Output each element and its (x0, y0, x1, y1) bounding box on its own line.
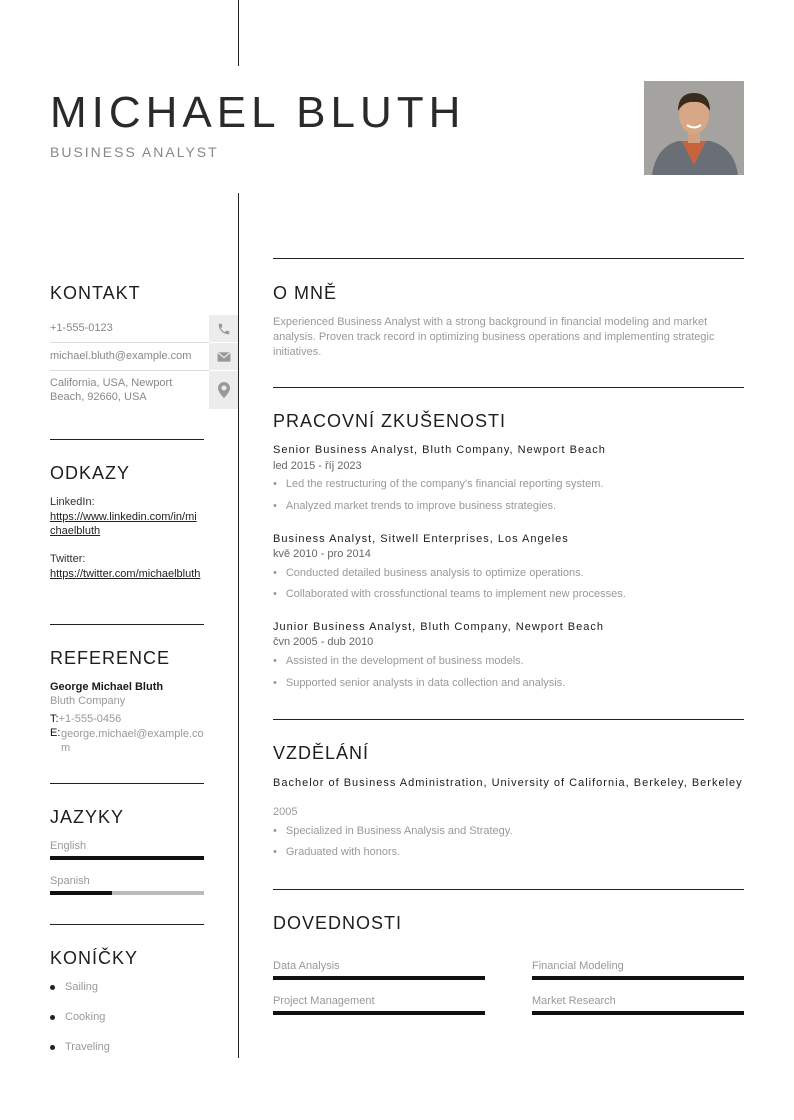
hobby-label: Sailing (65, 981, 99, 993)
sidebar-section-divider (50, 624, 204, 625)
job-dates: kvě 2010 - pro 2014 (273, 548, 371, 560)
candidate-title: BUSINESS ANALYST (50, 144, 219, 160)
job-dates: led 2015 - říj 2023 (273, 460, 362, 472)
bullet-dot-icon (50, 1015, 55, 1020)
job-title: Senior Business Analyst, Bluth Company, Newport Beach (273, 444, 606, 456)
reference-name: George Michael Bluth (50, 681, 164, 693)
contact-phone[interactable]: +1-555-0123 (50, 322, 113, 334)
contact-email[interactable]: michael.bluth@example.com (50, 350, 192, 362)
mail-icon (209, 343, 238, 370)
job-bullet: • Led the restructuring of the company's financial reporting system. (273, 478, 603, 490)
education-heading: VZDĚLÁNÍ (273, 743, 370, 763)
skill-label: Financial Modeling (532, 960, 624, 972)
skill-level-bar (273, 976, 485, 980)
job-title: Junior Business Analyst, Bluth Company, Newport Beach (273, 621, 604, 633)
language-level-bar (50, 856, 204, 860)
linkedin-link[interactable]: https://www.linkedin.com/in/michaelbluth (50, 511, 197, 537)
skill-level-bar (532, 1011, 744, 1015)
language-name: Spanish (50, 875, 90, 887)
about-heading: O MNĚ (273, 283, 338, 303)
reference-phone-label: T: (50, 713, 59, 725)
hobby-label: Cooking (65, 1011, 106, 1023)
job-title: Business Analyst, Sitwell Enterprises, Los Angeles (273, 533, 569, 545)
job-dates: čvn 2005 - dub 2010 (273, 636, 374, 648)
location-pin-icon (209, 371, 238, 409)
contact-heading: KONTAKT (50, 283, 141, 303)
reference-email[interactable]: george.michael@example.com (61, 728, 204, 754)
reference-heading: REFERENCE (50, 648, 171, 668)
hobby-label: Traveling (65, 1041, 110, 1053)
language-name: English (50, 840, 87, 852)
skill-level-bar (532, 976, 744, 980)
top-divider-line (238, 0, 239, 66)
candidate-name: MICHAEL BLUTH (50, 88, 466, 137)
main-section-divider (273, 889, 744, 890)
main-section-divider (273, 258, 744, 259)
main-section-divider (273, 387, 744, 388)
bullet-dot-icon (50, 985, 55, 990)
contact-address: California, USA, Newport Beach, 92660, USA (50, 377, 173, 403)
skill-label: Data Analysis (273, 960, 340, 972)
job-bullet: • Supported senior analysts in data collection and analysis. (273, 677, 565, 689)
bullet-dot-icon (50, 1045, 55, 1050)
language-level-fill (50, 856, 204, 860)
portrait-image (644, 81, 744, 175)
reference-phone-row (50, 713, 121, 725)
phone-icon (209, 315, 238, 342)
language-level-fill (50, 891, 112, 895)
sidebar-section-divider (50, 783, 204, 784)
job-bullet: • Collaborated with crossfunctional teams to implement new processes. (273, 588, 626, 600)
hobbies-heading: KONÍČKY (50, 948, 139, 968)
language-level-bar (50, 891, 204, 895)
education-bullet: • Graduated with honors. (273, 846, 400, 858)
skill-level-bar (273, 1011, 485, 1015)
languages-heading: JAZYKY (50, 807, 125, 827)
hobby-item (50, 1041, 110, 1053)
sidebar-section-divider (50, 924, 204, 925)
twitter-label: Twitter: (50, 553, 86, 565)
education-degree: Bachelor of Business Administration, University of California, Berkeley, Berkeley (273, 777, 743, 789)
links-heading: ODKAZY (50, 463, 131, 483)
skill-label: Project Management (273, 995, 375, 1007)
twitter-link[interactable]: https://twitter.com/michaelbluth (50, 568, 201, 580)
skills-heading: DOVEDNOSTI (273, 913, 403, 933)
sidebar-divider-line (238, 193, 239, 1058)
about-text: Experienced Business Analyst with a strong background in financial modeling and market analysis. Proven track record in optimizing business operations and implementing strategic initiatives. (273, 316, 715, 358)
experience-heading: PRACOVNÍ ZKUŠENOSTI (273, 411, 507, 431)
reference-phone[interactable]: +1-555-0456 (58, 713, 122, 725)
linkedin-label: LinkedIn: (50, 496, 95, 508)
reference-company: Bluth Company (50, 695, 126, 707)
sidebar-section-divider (50, 439, 204, 440)
reference-email-label: E: (50, 727, 61, 739)
job-bullet: • Assisted in the development of business models. (273, 655, 524, 667)
hobby-item (50, 1011, 105, 1023)
education-bullet: • Specialized in Business Analysis and Strategy. (273, 825, 513, 837)
education-year: 2005 (273, 806, 298, 818)
main-section-divider (273, 719, 744, 720)
hobby-item (50, 981, 98, 993)
job-bullet: • Analyzed market trends to improve business strategies. (273, 500, 556, 512)
job-bullet: • Conducted detailed business analysis to optimize operations. (273, 567, 584, 579)
skill-label: Market Research (532, 995, 616, 1007)
profile-photo (644, 81, 744, 175)
